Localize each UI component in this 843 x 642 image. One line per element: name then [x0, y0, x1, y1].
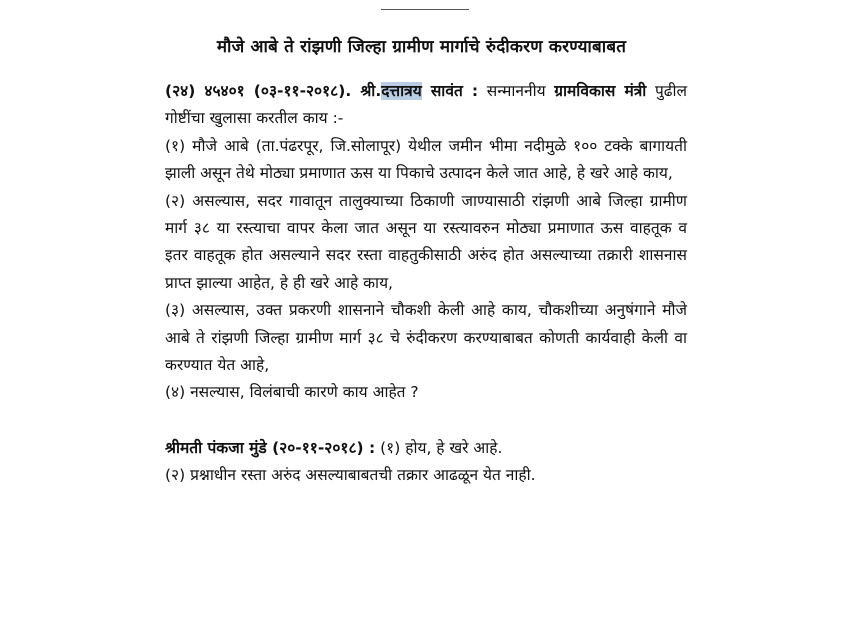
- header-rule: [381, 9, 469, 10]
- answer-respondent: श्रीमती पंकजा मुंडे (२०-११-२०१८) :: [165, 438, 376, 457]
- document-body: [165, 78, 687, 490]
- minister-title: ग्रामविकास मंत्री: [554, 82, 647, 100]
- question-item-1: (१) मौजे आबे (ता.पंढरपूर, जि.सोलापूर) येथील जमीन भीमा नदीमुळे १०० टक्के बागायती झाली असून तेथे मोठ्या प्रमाणात ऊस या पिकाचे उत्पादन केले जात आहे, हे खरे आहे काय,: [165, 136, 687, 183]
- question-item-2: (२) असल्यास, सदर गावातून तालुक्याच्या ठिकाणी जाण्यासाठी रांझणी आबे जिल्हा ग्रामीण मार्ग ३८ या रस्त्याचा वापर केला जात असून या रस्त्यावरुन मोठ्या प्रमाणात ऊस वाहतूक व इतर वाहतूक होत असल्याने सदर रस्ता वाहतुकीसाठी अरुंद होत असल्याच्या तक्रारी शासनास प्राप्त झाल्या आहेत, हे ही खरे आहे काय,: [165, 191, 687, 292]
- section-spacer: [165, 407, 687, 435]
- question-item-4: (४) नसल्यास, विलंबाची कारणे काय आहेत ?: [165, 383, 419, 402]
- questioner-first-name-highlighted[interactable]: दत्तात्रय: [381, 82, 422, 100]
- document-title: मौजे आबे ते रांझणी जिल्हा ग्रामीण मार्गाचे रुंदीकरण करण्याबाबत: [216, 37, 627, 57]
- questioner-surname: सावंत :: [421, 82, 479, 100]
- question-reference: (२४) ४५४०१ (०३-११-२०१८). श्री.: [165, 82, 382, 100]
- answer-item-1: (१) होय, हे खरे आहे.: [375, 438, 503, 457]
- salutation: सन्माननीय: [478, 82, 555, 100]
- answer-item-2: (२) प्रश्नाधीन रस्ता अरुंद असल्याबाबतची तक्रार आढळून येत नाही.: [165, 466, 536, 485]
- question-item-3: (३) असल्यास, उक्त प्रकरणी शासनाने चौकशी केली आहे काय, चौकशीच्या अनुषंगाने मौजे आबे ते रांझणी जिल्हा ग्रामीण मार्ग ३८ चे रुंदीकरण करण्याबाबत कोणती कार्यवाही केली वा करण्यात येत आहे,: [165, 301, 687, 375]
- answer-line-1: [165, 435, 687, 462]
- question-intro: [165, 78, 687, 133]
- intro-text: पुढील गोष्टींचा खुलासा करतील काय :-: [165, 82, 687, 128]
